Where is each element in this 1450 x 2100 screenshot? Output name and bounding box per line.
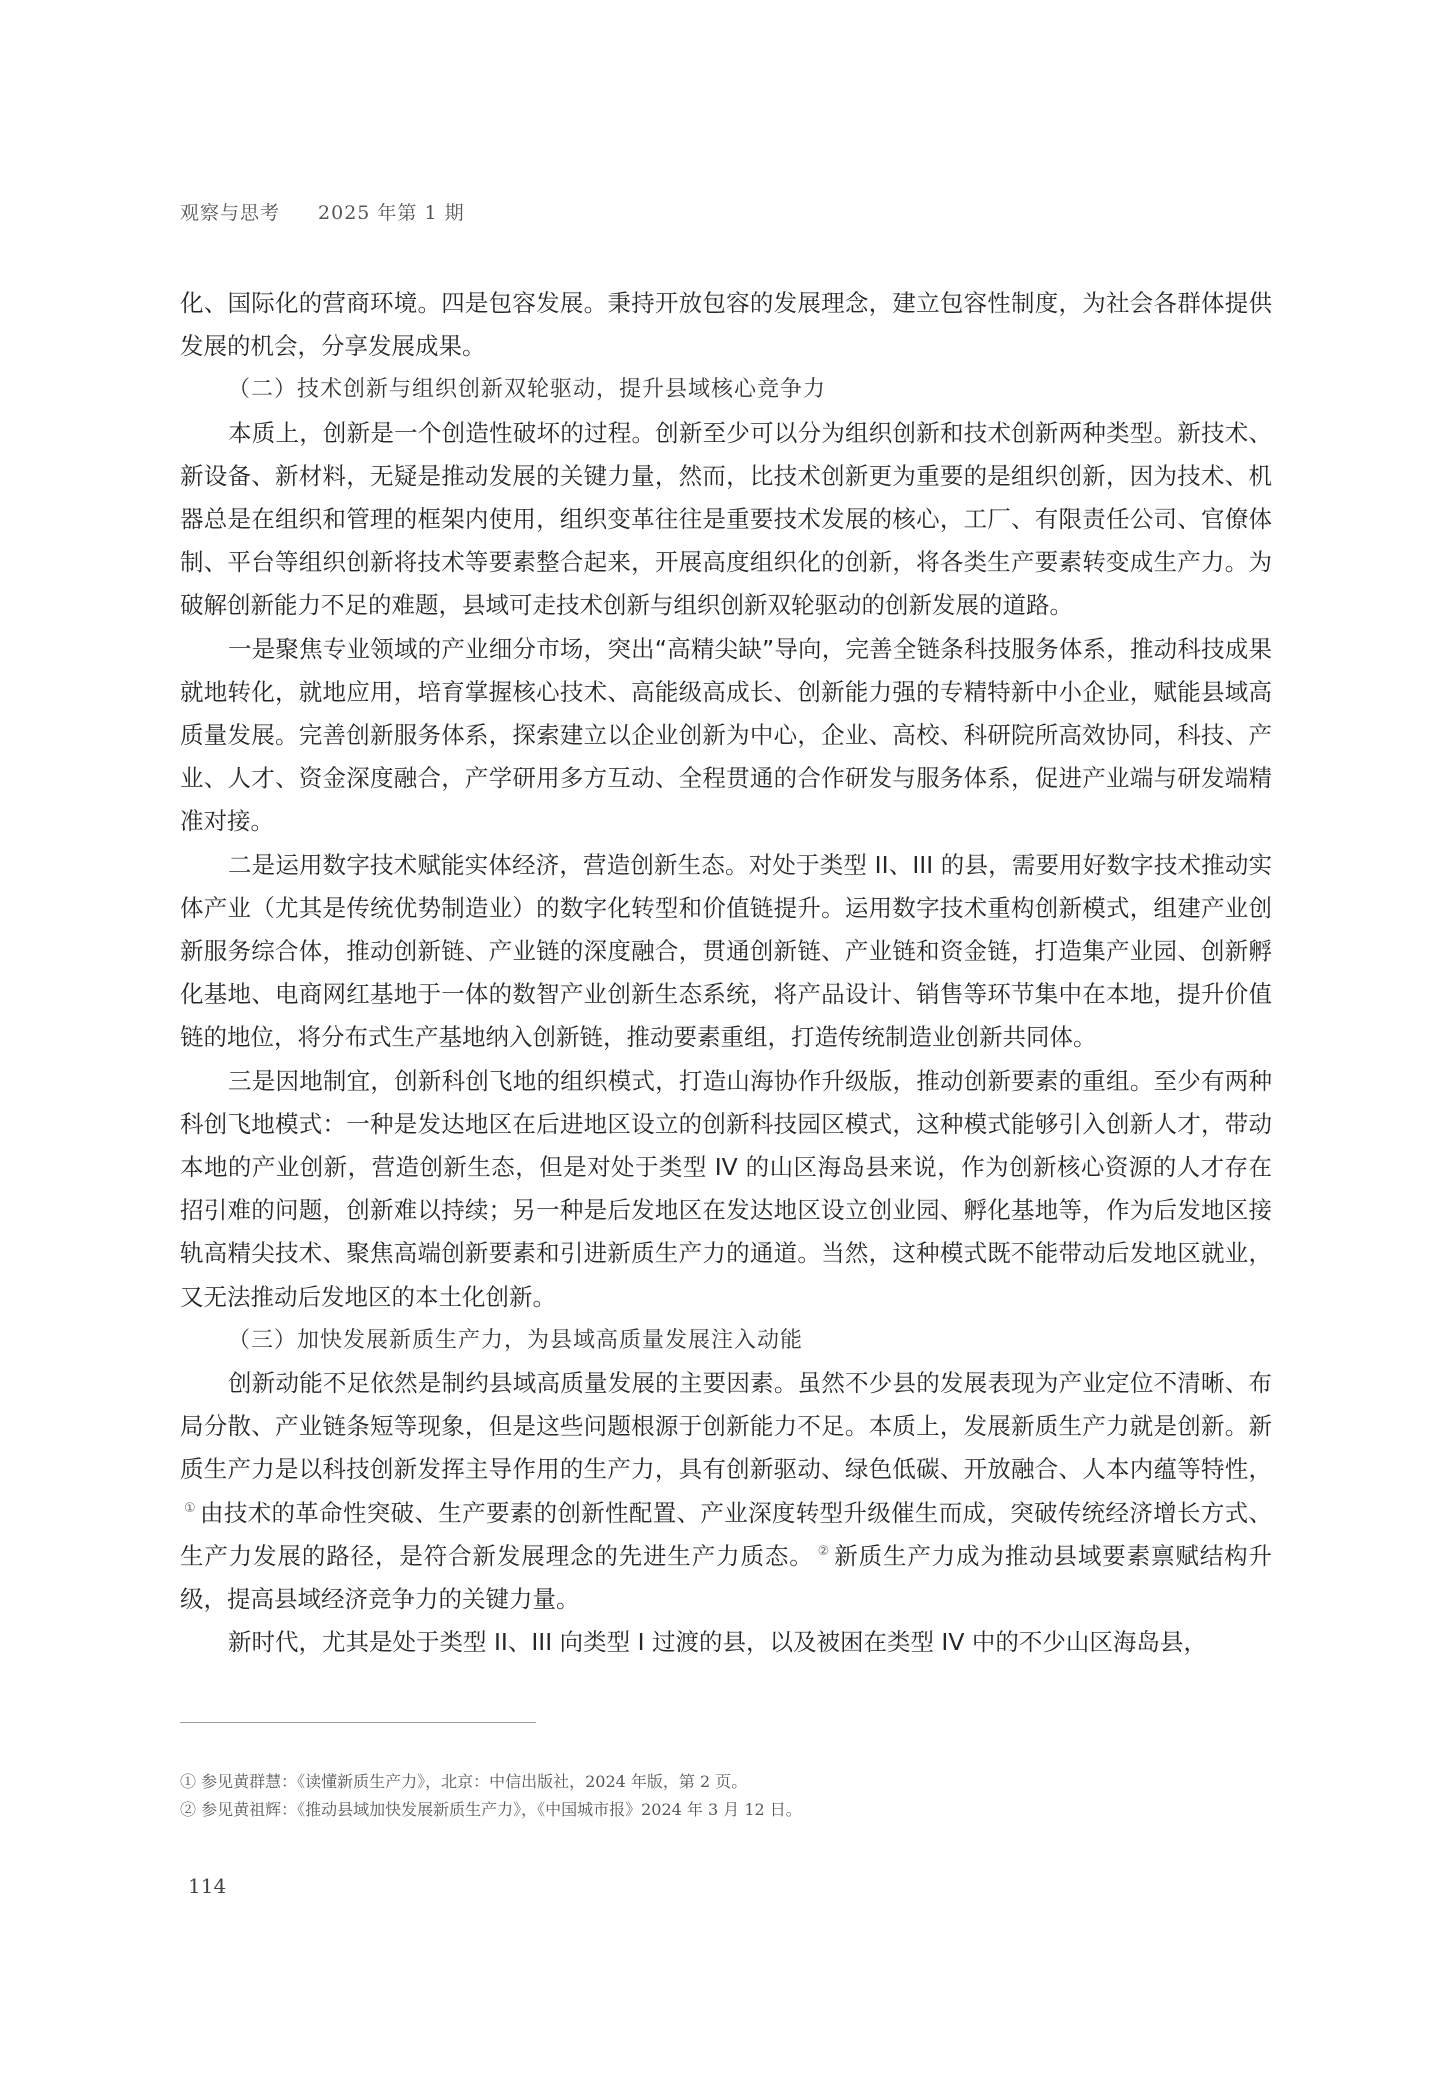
paragraph: 新时代，尤其是处于类型 II、III 向类型 I 过渡的县，以及被困在类型 IV 中的不少山区海岛县，	[228, 1628, 1207, 1657]
footnote-ref-1[interactable]: ①	[184, 1500, 196, 1516]
paragraph: 三是因地制宜，创新科创飞地的组织模式，打造山海协作升级版，推动创新要素的重组。至少有两种科创飞地模式：一种是发达地区在后进地区设立的创新科技园区模式，这种模式能够引入创新人才，带动本地的产业创新，营造创新生态，但是对处于类型 IV 的山区海岛县来说，作为创新核心资源的人才存在招引难的问题，创新难以持续；另一种是后发地区在发达地区设立创业园、孵化基地等，作为后发地区接轨高精尖技术、聚焦高端创新要素和引进新质生产力的通道。当然，这种模式既不能带动后发地区就业，又无法推动后发地区的本土化创新。	[180, 1066, 1272, 1311]
paragraph-text: 创新动能不足依然是制约县域高质量发展的主要因素。虽然不少县的发展表现为产业定位不清晰、布局分散、产业链条短等现象，但是这些问题根源于创新能力不足。本质上，发展新质生产力就是创新。新质生产力是以科技创新发挥主导作用的生产力，具有创新驱动、绿色低碳、开放融合、人本内蕴等特性，	[180, 1369, 1272, 1484]
section-heading: （三）加快发展新质生产力，为县域高质量发展注入动能	[228, 1327, 804, 1353]
section-heading: （二）技术创新与组织创新双轮驱动，提升县域核心竞争力	[228, 377, 827, 403]
footnote-ref-2[interactable]: ②	[817, 1544, 831, 1560]
page-number: 114	[188, 1874, 227, 1898]
article-body	[180, 282, 1272, 1665]
paragraph	[180, 1362, 1272, 1621]
footnote-divider	[180, 1722, 536, 1723]
journal-name: 观察与思考	[180, 202, 281, 224]
footnote-2: ② 参见黄祖辉：《推动县域加快发展新质生产力》，《中国城市报》2024 年 3 月 12 日。	[180, 1800, 802, 1819]
running-header	[180, 198, 465, 225]
paragraph: 二是运用数字技术赋能实体经济，营造创新生态。对处于类型 II、III 的县，需要用好数字技术推动实体产业（尤其是传统优势制造业）的数字化转型和价值链提升。运用数字技术重构创新模式，组建产业创新服务综合体，推动创新链、产业链的深度融合，贯通创新链、产业链和资金链，打造集产业园、创新孵化基地、电商网红基地于一体的数智产业创新生态系统，将产品设计、销售等环节集中在本地，提升价值链的地位，将分布式生产基地纳入创新链，推动要素重组，打造传统制造业创新共同体。	[180, 850, 1272, 1052]
paragraph: 本质上，创新是一个创造性破坏的过程。创新至少可以分为组织创新和技术创新两种类型。新技术、新设备、新材料，无疑是推动发展的关键力量，然而，比技术创新更为重要的是组织创新，因为技术、机器总是在组织和管理的框架内使用，组织变革往往是重要技术发展的核心，工厂、有限责任公司、官僚体制、平台等组织创新将技术等要素整合起来，开展高度组织化的创新，将各类生产要素转变成生产力。为破解创新能力不足的难题，县域可走技术创新与组织创新双轮驱动的创新发展的道路。	[180, 418, 1272, 620]
footnotes	[180, 1768, 802, 1824]
paragraph-text: 由技术的革命性突破、生产要素的创新性配置、产业深度转型升级催生而成，突破传统经济增长方式、生产力发展的路径，是符合新发展理念的先进生产力质态。	[180, 1498, 1272, 1570]
paragraph-text: 新质生产力成为推动县域要素禀赋结构升级，提高县域经济竞争力的关键力量。	[180, 1541, 1273, 1614]
issue-label: 2025 年第 1 期	[318, 202, 465, 224]
paragraph: 一是聚焦专业领域的产业细分市场，突出“高精尖缺”导向，完善全链条科技服务体系，推动科技成果就地转化，就地应用，培育掌握核心技术、高能级高成长、创新能力强的专精特新中小企业，赋能县域高质量发展。完善创新服务体系，探索建立以企业创新为中心，企业、高校、科研院所高效协同，科技、产业、人才、资金深度融合，产学研用多方互动、全程贯通的合作研发与服务体系，促进产业端与研发端精准对接。	[180, 634, 1272, 836]
paragraph: 化、国际化的营商环境。四是包容发展。秉持开放包容的发展理念，建立包容性制度，为社会各群体提供发展的机会，分享发展成果。	[180, 289, 1272, 361]
footnote-1: ① 参见黄群慧：《读懂新质生产力》，北京：中信出版社，2024 年版，第 2 页。	[180, 1772, 748, 1791]
